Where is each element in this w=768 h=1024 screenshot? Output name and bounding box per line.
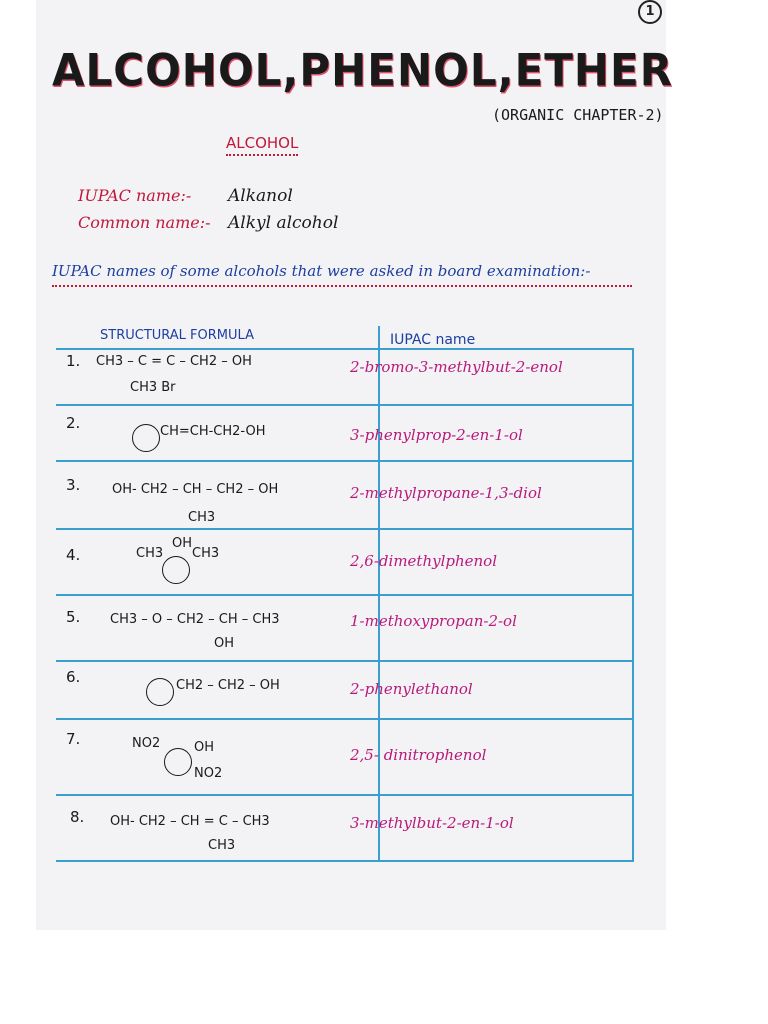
intro-underline	[52, 285, 632, 287]
iupac-name: 3-phenylprop-2-en-1-ol	[350, 426, 523, 444]
iupac-name: 2-methylpropane-1,3-diol	[350, 484, 542, 502]
benzene-ring-icon	[132, 424, 160, 452]
column-header-name: IUPAC name	[390, 332, 476, 348]
benzene-ring-icon	[162, 556, 190, 584]
table-rule	[56, 860, 634, 862]
table-right-border	[632, 350, 634, 862]
structural-substituent: OH	[214, 636, 235, 651]
row-number: 1.	[66, 352, 81, 370]
column-header-formula: STRUCTURAL FORMULA	[100, 328, 254, 343]
row-number: 2.	[66, 414, 81, 432]
common-label: Common name:-	[78, 213, 211, 232]
benzene-ring-icon	[146, 678, 174, 706]
iupac-name: 1-methoxypropan-2-ol	[350, 612, 517, 630]
iupac-value: Alkanol	[228, 186, 293, 206]
structural-formula: CH2 – CH2 – OH	[176, 678, 280, 693]
row-number: 3.	[66, 476, 81, 494]
row-number: 5.	[66, 608, 81, 626]
table-rule	[56, 660, 634, 662]
iupac-name: 2-phenylethanol	[350, 680, 473, 698]
section-underline	[226, 150, 298, 156]
intro-text: IUPAC names of some alcohols that were asked in board examination:-	[52, 262, 591, 280]
structural-formula: CH=CH-CH2-OH	[160, 424, 266, 439]
structural-substituent: OH	[194, 740, 215, 755]
iupac-name: 3-methylbut-2-en-1-ol	[350, 814, 514, 832]
structural-formula: OH- CH2 – CH = C – CH3	[110, 814, 270, 829]
row-number: 6.	[66, 668, 81, 686]
common-value: Alkyl alcohol	[228, 213, 339, 233]
row-number: 8.	[70, 808, 85, 826]
row-number: 7.	[66, 730, 81, 748]
table-rule	[56, 794, 634, 796]
structural-formula: CH3 – C = C – CH2 – OH	[96, 354, 252, 369]
table-rule	[56, 348, 634, 350]
notebook-page	[36, 0, 674, 930]
table-rule	[56, 404, 634, 406]
section-heading: ALCOHOL	[226, 134, 299, 152]
structural-formula: CH3 – O – CH2 – CH – CH3	[110, 612, 280, 627]
chapter-label: (ORGANIC CHAPTER-2)	[492, 106, 664, 124]
table-rule	[56, 718, 634, 720]
iupac-name: 2-bromo-3-methylbut-2-enol	[350, 358, 563, 376]
structural-substituent: CH3	[192, 546, 220, 561]
structural-substituent: NO2	[132, 736, 161, 751]
table-rule	[56, 594, 634, 596]
structural-substituent: CH3	[188, 510, 216, 525]
row-number: 4.	[66, 546, 81, 564]
page-number: 1	[638, 0, 662, 24]
structural-substituent: CH3	[136, 546, 164, 561]
structural-substituent: CH3	[208, 838, 236, 853]
page-title: ALCOHOL,PHENOL,ETHER	[52, 44, 674, 97]
iupac-name: 2,5- dinitrophenol	[350, 746, 487, 764]
iupac-name: 2,6-dimethylphenol	[350, 552, 498, 570]
structural-substituent: NO2	[194, 766, 223, 781]
structural-substituent: CH3 Br	[130, 380, 176, 395]
structural-substituent: OH	[172, 536, 193, 551]
benzene-ring-icon	[164, 748, 192, 776]
table-rule	[56, 528, 634, 530]
iupac-label: IUPAC name:-	[78, 186, 192, 205]
table-rule	[56, 460, 634, 462]
structural-formula: OH- CH2 – CH – CH2 – OH	[112, 482, 279, 497]
